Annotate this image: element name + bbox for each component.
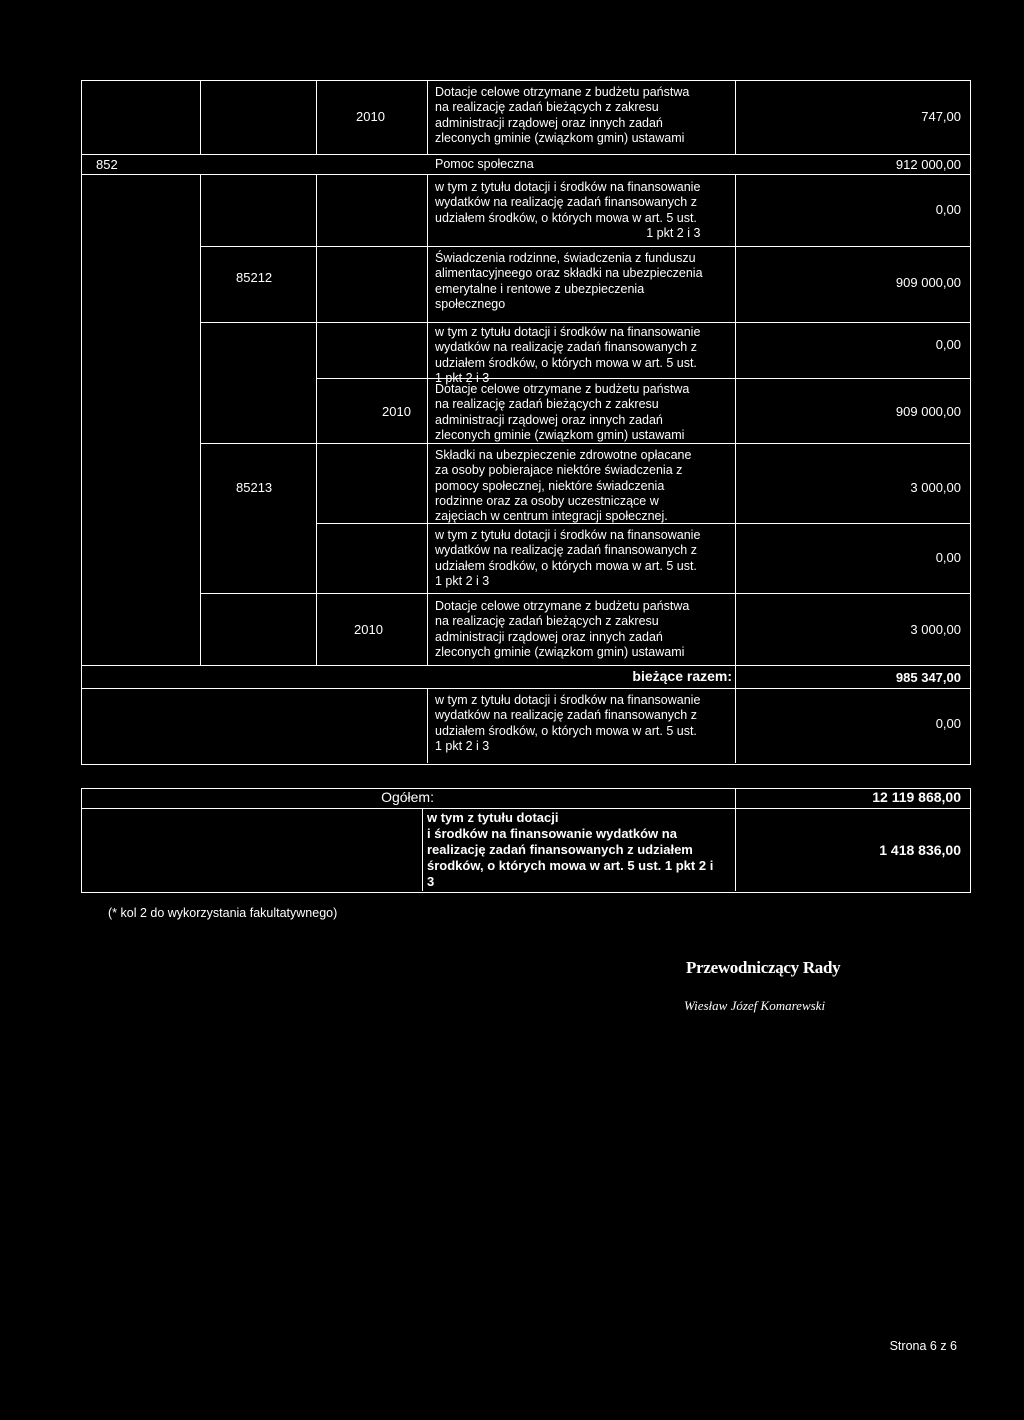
summary-sub-amount: 1 418 836,00 (879, 842, 961, 858)
row-amount: 747,00 (921, 109, 961, 124)
page-number: Strona 6 z 6 (889, 1339, 957, 1353)
row-description: Pomoc społeczna (435, 157, 534, 171)
current-total-label: bieżące razem: (632, 668, 732, 684)
row-divider (81, 688, 970, 689)
row-divider (81, 174, 970, 175)
col-divider (316, 174, 317, 665)
row-amount: 3 000,00 (910, 622, 961, 637)
row-description: w tym z tytułu dotacji i środków na finansowanie wydatków na realizację zadań finansowanych z udziałem środków, o których mowa w art. 5 ust. 1 pkt 2 i 3 (435, 528, 701, 588)
row-description: Dotacje celowe otrzymane z budżetu państwa na realizację zadań bieżących z zakresu administracji rządowej oraz innych zadań zleconych gminie (związkom gmin) ustawami (435, 599, 690, 659)
col-divider (427, 80, 428, 155)
row-divider (81, 808, 970, 809)
row-description: Dotacje celowe otrzymane z budżetu państwa na realizację zadań bieżących z zakresu administracji rządowej oraz innych zadań zleconych gminie (związkom gmin) ustawami (435, 382, 690, 442)
grand-total-amount: 12 119 868,00 (872, 789, 961, 805)
col-divider (200, 80, 201, 155)
signature-name: Wiesław Józef Komarewski (684, 998, 826, 1013)
col-divider (735, 688, 736, 763)
rozdzial-code: 85213 (236, 480, 273, 495)
row-description: Składki na ubezpieczenie zdrowotne opłacane za osoby pobierajace niektóre świadczenia z pomocy społecznej, niektóre świadczenia rodzinne oraz za osoby uczestniczące w zajęciach w centrum integracji społecznej. (435, 448, 692, 524)
row-amount: 909 000,00 (895, 275, 961, 290)
rozdzial-code: 85212 (236, 270, 273, 285)
paragraf-code: 2010 (354, 622, 383, 637)
col-divider (427, 174, 428, 665)
row-description: w tym z tytułu dotacji i środków na finansowanie wydatków na realizację zadań finansowanych z udziałem środków, o których mowa w art. 5 ust. 1 pkt 2 i 3 (435, 325, 701, 385)
col-divider (735, 665, 736, 688)
row-description: Świadczenia rodzinne, świadczenia z funduszu alimentacyjneego oraz składki na ubezpieczenia emerytalne i rentowe z ubezpieczenia społecznego (435, 251, 703, 311)
row-amount: 912 000,00 (895, 157, 961, 172)
grand-total-label: Ogółem: (381, 789, 434, 805)
row-amount: 909 000,00 (895, 404, 961, 419)
footnote: (* kol 2 do wykorzystania fakultatywnego) (108, 906, 338, 920)
row-amount: 0,00 (935, 202, 961, 217)
row-divider (81, 154, 970, 155)
row-description: w tym z tytułu dotacji i środków na finansowanie wydatków na realizację zadań finansowanych z udziałem środków, o których mowa w art. 5 ust. 1 pkt 2 i 3 (435, 693, 701, 753)
col-divider (735, 788, 736, 891)
col-divider (735, 174, 736, 665)
row-amount: 0,00 (935, 716, 961, 731)
row-amount: 0,00 (935, 337, 961, 352)
current-total-amount: 985 347,00 (895, 670, 961, 685)
summary-sub-description: w tym z tytułu dotacji i środków na finansowanie wydatków na realizację zadań finansowanych z udziałem środków, o których mowa w art. 5 ust. 1 pkt 2 i 3 (427, 810, 714, 889)
col-divider (316, 80, 317, 155)
row-amount: 0,00 (935, 550, 961, 565)
row-divider (81, 665, 970, 666)
row-description: w tym z tytułu dotacji i środków na finansowanie wydatków na realizację zadań finansowanych z udziałem środków, o których mowa w art. 5 ust. 1 pkt 2 i 3 (435, 180, 701, 240)
paragraf-code: 2010 (356, 109, 385, 124)
signature-title: Przewodniczący Rady (686, 958, 841, 977)
paragraf-code: 2010 (382, 404, 411, 419)
col-divider (422, 808, 423, 891)
col-divider (735, 80, 736, 155)
dzial-code: 852 (96, 157, 118, 172)
col-divider (200, 174, 201, 665)
row-description: Dotacje celowe otrzymane z budżetu państwa na realizację zadań bieżących z zakresu administracji rządowej oraz innych zadań zleconych gminie (związkom gmin) ustawami (435, 85, 690, 145)
col-divider (427, 688, 428, 763)
row-amount: 3 000,00 (910, 480, 961, 495)
